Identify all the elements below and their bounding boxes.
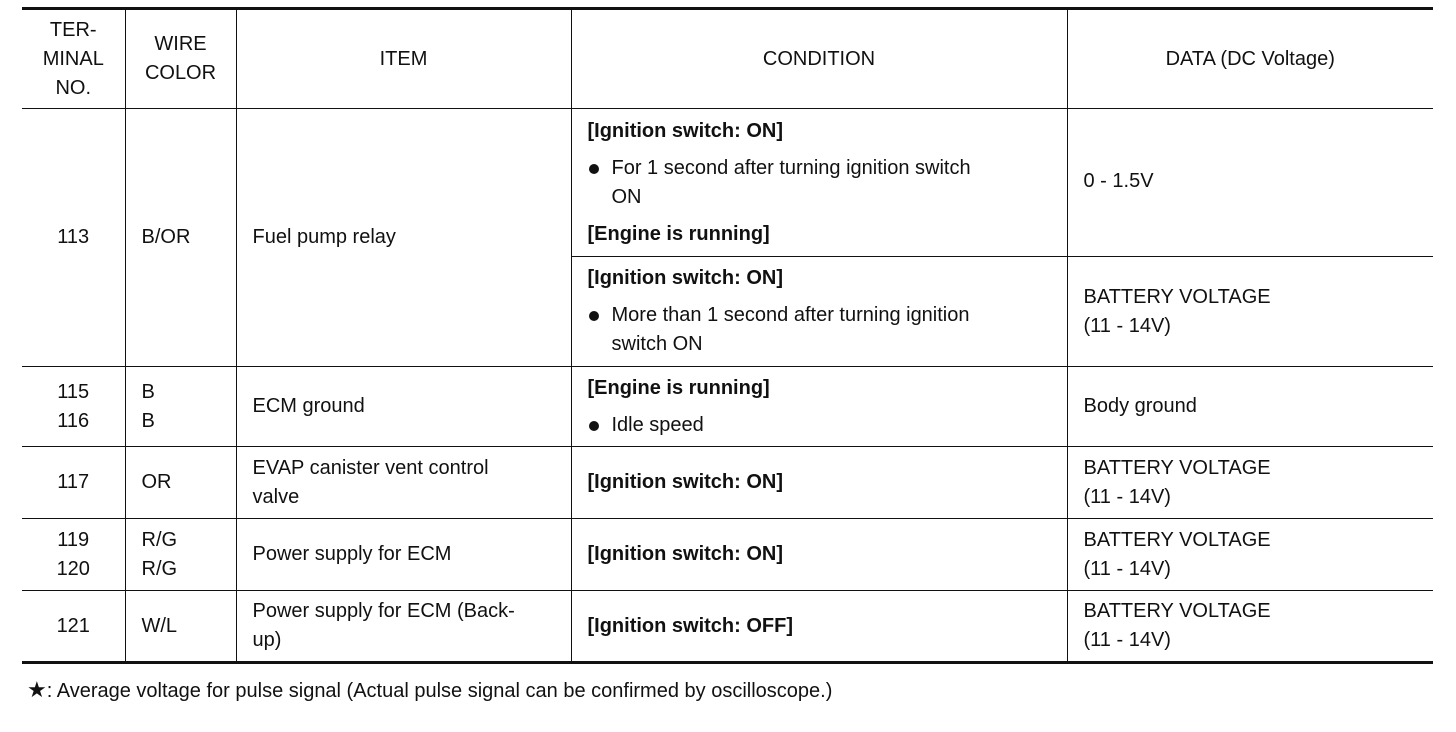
item-line2: up) [252, 629, 282, 651]
condition-cell [571, 591, 1067, 663]
data-cell [1067, 257, 1433, 367]
item-cell [236, 447, 571, 519]
table-row-115-116 [22, 367, 1433, 447]
condition-bullet [588, 301, 1067, 359]
terminal-line1: 119 [57, 528, 90, 551]
condition-bullet [588, 154, 1067, 212]
item-cell: Fuel pump relay [236, 109, 571, 367]
item-cell: Power supply for ECM [236, 519, 571, 591]
data-line2: (11 - 14V) [1083, 629, 1171, 651]
table-row-121 [22, 591, 1433, 663]
data-line1: BATTERY VOLTAGE [1083, 285, 1271, 308]
data-cell: Body ground [1067, 367, 1433, 447]
table-row-119-120 [22, 519, 1433, 591]
header-wire-line1: WIRE [154, 33, 207, 55]
bullet-line1: More than 1 second after turning ignition [611, 304, 970, 326]
condition-cell [571, 367, 1067, 447]
bullet-line1: For 1 second after turning ignition switch [611, 156, 971, 179]
data-line1: BATTERY VOLTAGE [1083, 528, 1271, 551]
data-line2: (11 - 14V) [1083, 557, 1171, 580]
table-row-117 [22, 447, 1433, 519]
data-line2: (11 - 14V) [1083, 485, 1171, 508]
bullet-line2: switch ON [611, 333, 703, 355]
header-terminal-no [22, 9, 125, 109]
terminal-cell: 117 [22, 447, 125, 519]
data-cell [1067, 519, 1433, 591]
header-wire-line2: COLOR [144, 62, 217, 84]
data-cell [1067, 447, 1433, 519]
condition-cell [571, 257, 1067, 367]
header-row [22, 9, 1433, 109]
data-line1: BATTERY VOLTAGE [1083, 456, 1271, 479]
ecm-terminal-table [22, 7, 1433, 664]
condition-heading: [Engine is running] [587, 376, 770, 399]
wire-color-cell: W/L [125, 591, 236, 663]
footnote-text: : Average voltage for pulse signal (Actual pulse signal can be confirmed by oscilloscope.) [46, 680, 833, 702]
bullet-line2: ON [611, 185, 642, 208]
condition-heading: [Ignition switch: OFF] [587, 614, 794, 637]
condition-cell [571, 447, 1067, 519]
wire-line1: R/G [141, 528, 178, 551]
item-cell: ECM ground [236, 367, 571, 447]
item-line1: EVAP canister vent control [252, 456, 489, 479]
header-item: ITEM [236, 9, 571, 109]
wire-color-cell: B/OR [125, 109, 236, 367]
table-row-113-a [22, 109, 1433, 257]
header-data: DATA (DC Voltage) [1067, 9, 1433, 109]
data-cell [1067, 591, 1433, 663]
condition-heading: [Ignition switch: ON] [587, 471, 784, 493]
condition-bullet: Idle speed [588, 411, 1067, 440]
footnote [27, 676, 832, 705]
data-line2: (11 - 14V) [1083, 314, 1171, 337]
condition-heading: [Ignition switch: ON] [587, 267, 784, 289]
header-wire-color [125, 9, 236, 109]
wire-color-cell [125, 367, 236, 447]
header-condition: CONDITION [571, 9, 1067, 109]
header-terminal-line1: TER- [49, 18, 97, 41]
terminal-line2: 116 [57, 409, 90, 432]
condition-heading: [Ignition switch: ON] [587, 119, 784, 142]
item-cell [236, 591, 571, 663]
condition-cell [571, 109, 1067, 257]
terminal-cell [22, 367, 125, 447]
wire-color-cell [125, 519, 236, 591]
terminal-line1: 115 [57, 380, 90, 403]
terminal-cell [22, 519, 125, 591]
data-cell: 0 - 1.5V [1067, 109, 1433, 257]
terminal-line2: 120 [56, 557, 90, 580]
header-terminal-line2: MINAL [42, 47, 104, 70]
item-line2: valve [252, 485, 300, 508]
wire-line1: B [141, 380, 155, 403]
item-line1: Power supply for ECM (Back- [252, 600, 515, 622]
terminal-cell: 113 [22, 109, 125, 367]
wire-line2: B [141, 409, 155, 432]
wire-color-cell: OR [125, 447, 236, 519]
terminal-cell: 121 [22, 591, 125, 663]
condition-cell [571, 519, 1067, 591]
star-icon: ★ [27, 677, 47, 702]
data-line1: BATTERY VOLTAGE [1083, 600, 1271, 622]
header-terminal-line3: NO. [55, 76, 92, 99]
condition-heading: [Ignition switch: ON] [587, 543, 784, 565]
wire-line2: R/G [141, 557, 178, 580]
condition-heading: [Engine is running] [587, 222, 770, 245]
